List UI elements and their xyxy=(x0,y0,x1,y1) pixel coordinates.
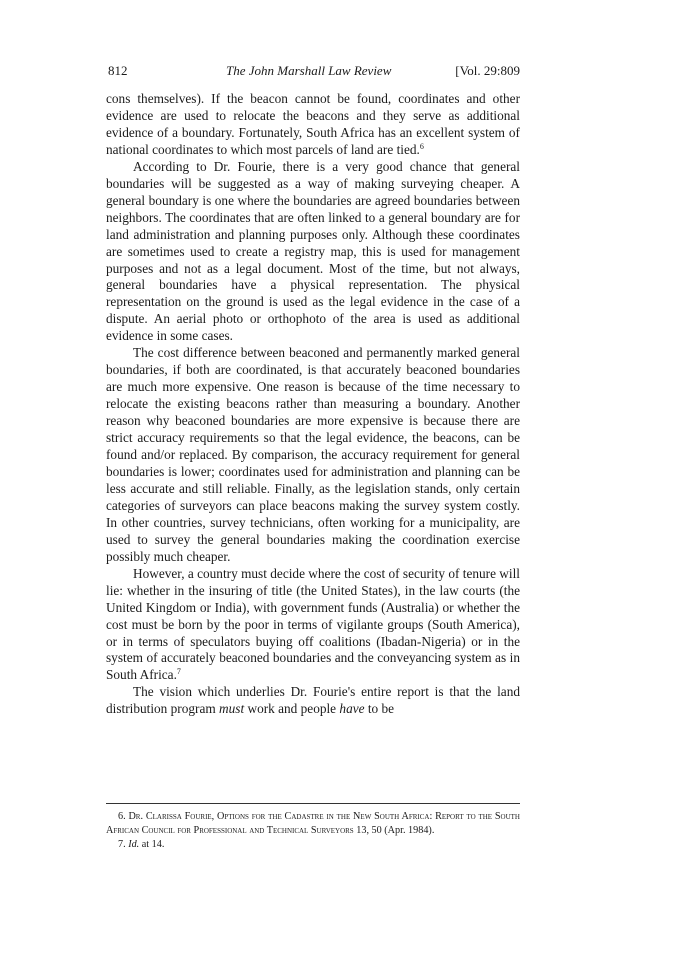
emphasis-have: have xyxy=(339,701,365,717)
footnote-7 xyxy=(106,838,520,852)
paragraph-4 xyxy=(106,566,520,685)
paragraph-5-text-a: The vision which underlies Dr. Fourie's entire report is that the land distribution program xyxy=(106,684,520,717)
paragraph-2: According to Dr. Fourie, there is a very good chance that general boundaries will be suggested as a way of making surveying cheaper. A general boundary is one where the boundaries are agreed boundaries between neighbors. The coordinates that are often linked to a general boundary are for land administration and planning purposes only. Although these coordinates are sometimes used to create a registry map, this is used for management purposes and not as a legal document. Most of the time, but not always, general boundaries have a physical representation. The physical representation on the ground is used as the legal evidence in the case of a dispute. An aerial photo or orthophoto of the area is used as additional evidence in some cases. xyxy=(106,158,520,344)
footnote-6-number: 6. xyxy=(118,811,126,822)
article-body xyxy=(106,91,520,718)
paragraph-1 xyxy=(106,91,520,159)
footnotes xyxy=(106,810,520,852)
volume-citation: [Vol. 29:809 xyxy=(455,63,520,78)
paragraph-5 xyxy=(106,684,520,718)
page-number: 812 xyxy=(108,63,128,78)
running-header xyxy=(108,62,520,80)
footnote-6-author: Dr. Clarissa Fourie xyxy=(128,811,212,822)
paragraph-4-text: However, a country must decide where the cost of security of tenure will lie: whether in the insuring of title (the United States), in the law courts (the United Kingdom or India), with government funds (Australia) or whether the cost must be born by the poor in terms of vigilante groups (South America), or in terms of speculators buying off coalitions (Ibadan-Nigeria) or in the system of accurately beaconed boundaries and the conveyancing system as in South Africa. xyxy=(106,565,520,683)
footnote-7-rest: at 14. xyxy=(139,839,165,850)
footnote-6-citation: 13, 50 (Apr. 1984). xyxy=(353,825,435,836)
footnote-6-title: Options for the Cadastre in the New South Africa: Report to the South African Council for Professional and Technical Surveyors xyxy=(106,811,520,836)
journal-title: The John Marshall Law Review xyxy=(226,63,392,78)
paragraph-5-text-b: work and people xyxy=(244,701,340,717)
footnote-ref-7[interactable]: 7 xyxy=(176,667,181,677)
emphasis-must: must xyxy=(219,701,245,717)
paragraph-1-text: cons themselves). If the beacon cannot be found, coordinates and other evidence are used to relocate the beacons and they serve as additional evidence of a boundary. Fortunately, South Africa has an excellent system of national coordinates to which most parcels of land are tied. xyxy=(106,91,520,157)
footnote-7-id: Id. xyxy=(128,839,140,850)
paragraph-3: The cost difference between beaconed and permanently marked general boundaries, if both are coordinated, is that accurately beaconed boundaries are much more expensive. One reason is because of the time necessary to relocate the existing beacons rather than measuring a boundary. Another reason why beaconed boundaries are more expensive is because there are strict accuracy requirements so that the legal evidence, the beacons, can be found and/or replaced. By comparison, the accuracy requirement for general boundaries is lower; coordinates used for administration and planning can be less accurate and still reliable. Finally, as the legislation stands, only certain categories of surveyors can place beacons making the survey system costly. In other countries, survey technicians, often working for a municipality, are used to survey the general boundaries making the coordination exercise possibly much cheaper. xyxy=(106,345,520,564)
footnote-7-number: 7. xyxy=(118,839,126,850)
footnote-divider xyxy=(106,803,520,804)
footnote-ref-6[interactable]: 6 xyxy=(419,141,424,151)
paragraph-5-text-c: to be xyxy=(364,701,395,717)
footnote-6-separator: , xyxy=(211,811,218,822)
footnote-6 xyxy=(106,810,520,838)
